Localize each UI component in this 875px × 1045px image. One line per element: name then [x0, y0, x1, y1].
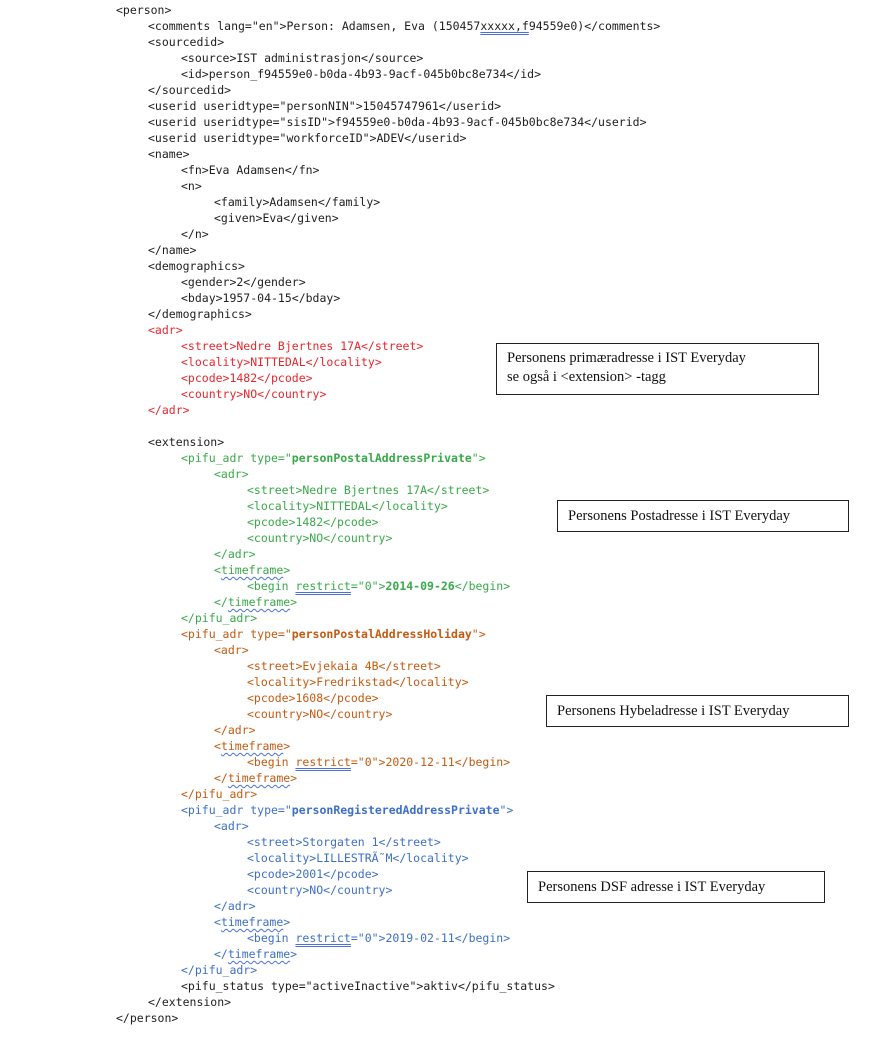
lt: <: [214, 563, 221, 577]
restrict-word: restrict: [295, 931, 351, 945]
registered-private-adr-open: <adr>: [214, 819, 249, 833]
restrict-value: ="0">: [350, 931, 386, 945]
pifu-adr-suffix: ">: [471, 451, 486, 465]
postal-private-pcode: <pcode>1482</pcode>: [247, 515, 379, 529]
restrict-word: restrict: [295, 755, 351, 769]
extension-close-tag: </extension>: [148, 995, 232, 1009]
begin-prefix: <begin: [247, 579, 296, 593]
pifu-adr-postal-holiday-close: </pifu_adr>: [181, 787, 258, 801]
comments-text: <comments lang="en">Person: Adamsen, Eva (150457: [148, 19, 481, 33]
registered-private-pcode: <pcode>2001</pcode>: [247, 867, 379, 881]
person-open-tag: <person>: [116, 3, 172, 17]
postal-holiday-adr-open: <adr>: [214, 643, 249, 657]
name-open-tag: <name>: [148, 147, 190, 161]
postal-private-adr-open: <adr>: [214, 467, 249, 481]
begin-prefix: <begin: [247, 931, 296, 945]
pifu-adr-postal-private-close: </pifu_adr>: [181, 611, 258, 625]
n-close-tag: </n>: [181, 227, 209, 241]
adr-country-line: <country>NO</country>: [181, 387, 327, 401]
adr-open-tag: <adr>: [148, 323, 183, 337]
registered-private-street: <street>Storgaten 1</street>: [247, 835, 441, 849]
callout-primary-line1: Personens primæradresse i IST Everyday: [507, 350, 746, 366]
begin-prefix: <begin: [247, 755, 296, 769]
postal-holiday-country: <country>NO</country>: [247, 707, 393, 721]
lt-slash: </: [214, 947, 228, 961]
comments-end: 94559e0)</comments>: [528, 19, 661, 33]
demographics-close-tag: </demographics>: [148, 307, 252, 321]
given-line: <given>Eva</given>: [214, 211, 339, 225]
postal-holiday-locality: <locality>Fredrikstad</locality>: [247, 675, 469, 689]
callout-postal-address: [557, 500, 849, 532]
pifu-adr-postal-holiday-open: [181, 626, 486, 642]
gt: >: [290, 595, 298, 609]
postal-private-country: <country>NO</country>: [247, 531, 393, 545]
adr-locality-line: <locality>NITTEDAL</locality>: [181, 355, 382, 369]
gender-line: <gender>2</gender>: [181, 275, 306, 289]
pifu-adr-registered-private-open: [181, 802, 513, 818]
restrict-value: ="0">: [350, 755, 386, 769]
pifu-adr-type-postal-private: personPostalAddressPrivate: [291, 451, 472, 465]
pifu-adr-suffix: ">: [471, 627, 486, 641]
n-open-tag: <n>: [181, 179, 202, 193]
postal-holiday-timeframe-close: [214, 770, 297, 786]
family-line: <family>Adamsen</family>: [214, 195, 381, 209]
gt: >: [290, 771, 298, 785]
postal-private-street: <street>Nedre Bjertnes 17A</street>: [247, 483, 490, 497]
pifu-status-line: <pifu_status type="activeInactive">aktiv</pifu_status>: [181, 979, 555, 993]
lt-slash: </: [214, 595, 228, 609]
timeframe-word: timeframe: [220, 739, 284, 753]
gt: >: [283, 739, 291, 753]
restrict-word: restrict: [295, 579, 351, 593]
timeframe-word: timeframe: [227, 771, 291, 785]
callout-primary-line2: se også i <extension> -tagg: [507, 369, 666, 385]
timeframe-word: timeframe: [220, 563, 284, 577]
lt-slash: </: [214, 771, 228, 785]
pifu-adr-registered-private-close: </pifu_adr>: [181, 963, 258, 977]
lt: <: [214, 739, 221, 753]
comments-line: [148, 18, 660, 34]
id-line: <id>person_f94559e0-b0da-4b93-9acf-045b0bc8e734</id>: [181, 67, 542, 81]
restrict-value: ="0">: [350, 579, 386, 593]
postal-private-timeframe-open: [214, 562, 290, 578]
registered-private-locality: <locality>LILLESTRÃ˜M</locality>: [247, 851, 469, 865]
sourcedid-close-tag: </sourcedid>: [148, 83, 232, 97]
begin-close: </begin>: [454, 931, 511, 945]
userid-sis-line: <userid useridtype="sisID">f94559e0-b0da-4b93-9acf-045b0bc8e734</userid>: [148, 115, 647, 129]
gt: >: [283, 563, 291, 577]
gt: >: [283, 915, 291, 929]
postal-holiday-begin-line: [247, 754, 510, 770]
registered-private-adr-close: </adr>: [214, 899, 256, 913]
postal-holiday-timeframe-open: [214, 738, 290, 754]
registered-private-begin-line: [247, 930, 510, 946]
callout-primary-address: [496, 343, 819, 395]
person-close-tag: </person>: [116, 1011, 179, 1025]
postal-private-locality: <locality>NITTEDAL</locality>: [247, 499, 448, 513]
postal-holiday-street: <street>Evjekaia 4B</street>: [247, 659, 441, 673]
sourcedid-open-tag: <sourcedid>: [148, 35, 225, 49]
postal-private-begin-line: [247, 578, 510, 594]
adr-close-tag: </adr>: [148, 403, 190, 417]
timeframe-word: timeframe: [227, 947, 291, 961]
pifu-adr-prefix: <pifu_adr type=": [181, 627, 292, 641]
name-close-tag: </name>: [148, 243, 197, 257]
pifu-adr-type-postal-holiday: personPostalAddressHoliday: [291, 627, 472, 641]
adr-pcode-line: <pcode>1482</pcode>: [181, 371, 313, 385]
callout-dsf-text: Personens DSF adresse i IST Everyday: [538, 879, 766, 895]
demographics-open-tag: <demographics>: [148, 259, 245, 273]
timeframe-word: timeframe: [227, 595, 291, 609]
pifu-adr-suffix: ">: [499, 803, 514, 817]
fn-line: <fn>Eva Adamsen</fn>: [181, 163, 320, 177]
pifu-adr-prefix: <pifu_adr type=": [181, 803, 292, 817]
postal-private-adr-close: </adr>: [214, 547, 256, 561]
begin-close: </begin>: [454, 755, 511, 769]
callout-dsf-address: [527, 871, 825, 903]
userid-nin-line: <userid useridtype="personNIN">15045747961</userid>: [148, 99, 502, 113]
postal-private-begin-date: 2014-09-26: [385, 579, 455, 593]
pifu-adr-type-registered-private: personRegisteredAddressPrivate: [291, 803, 500, 817]
postal-holiday-pcode: <pcode>1608</pcode>: [247, 691, 379, 705]
registered-private-timeframe-open: [214, 914, 290, 930]
callout-hybel-text: Personens Hybeladresse i IST Everyday: [557, 703, 790, 719]
extension-open-tag: <extension>: [148, 435, 225, 449]
begin-close: </begin>: [454, 579, 511, 593]
comments-marked-text: xxxxx,f: [480, 19, 529, 33]
registered-private-country: <country>NO</country>: [247, 883, 393, 897]
callout-hybel-address: [546, 695, 849, 727]
registered-private-timeframe-close: [214, 946, 297, 962]
callout-postal-text: Personens Postadresse i IST Everyday: [568, 508, 791, 524]
lt: <: [214, 915, 221, 929]
pifu-adr-prefix: <pifu_adr type=": [181, 451, 292, 465]
pifu-adr-postal-private-open: [181, 450, 486, 466]
bday-line: <bday>1957-04-15</bday>: [181, 291, 341, 305]
registered-private-begin-date: 2019-02-11: [385, 931, 455, 945]
postal-private-timeframe-close: [214, 594, 297, 610]
source-line: <source>IST administrasjon</source>: [181, 51, 424, 65]
timeframe-word: timeframe: [220, 915, 284, 929]
gt: >: [290, 947, 298, 961]
userid-workforce-line: <userid useridtype="workforceID">ADEV</userid>: [148, 131, 467, 145]
postal-holiday-adr-close: </adr>: [214, 723, 256, 737]
postal-holiday-begin-date: 2020-12-11: [385, 755, 455, 769]
adr-street-line: <street>Nedre Bjertnes 17A</street>: [181, 339, 424, 353]
